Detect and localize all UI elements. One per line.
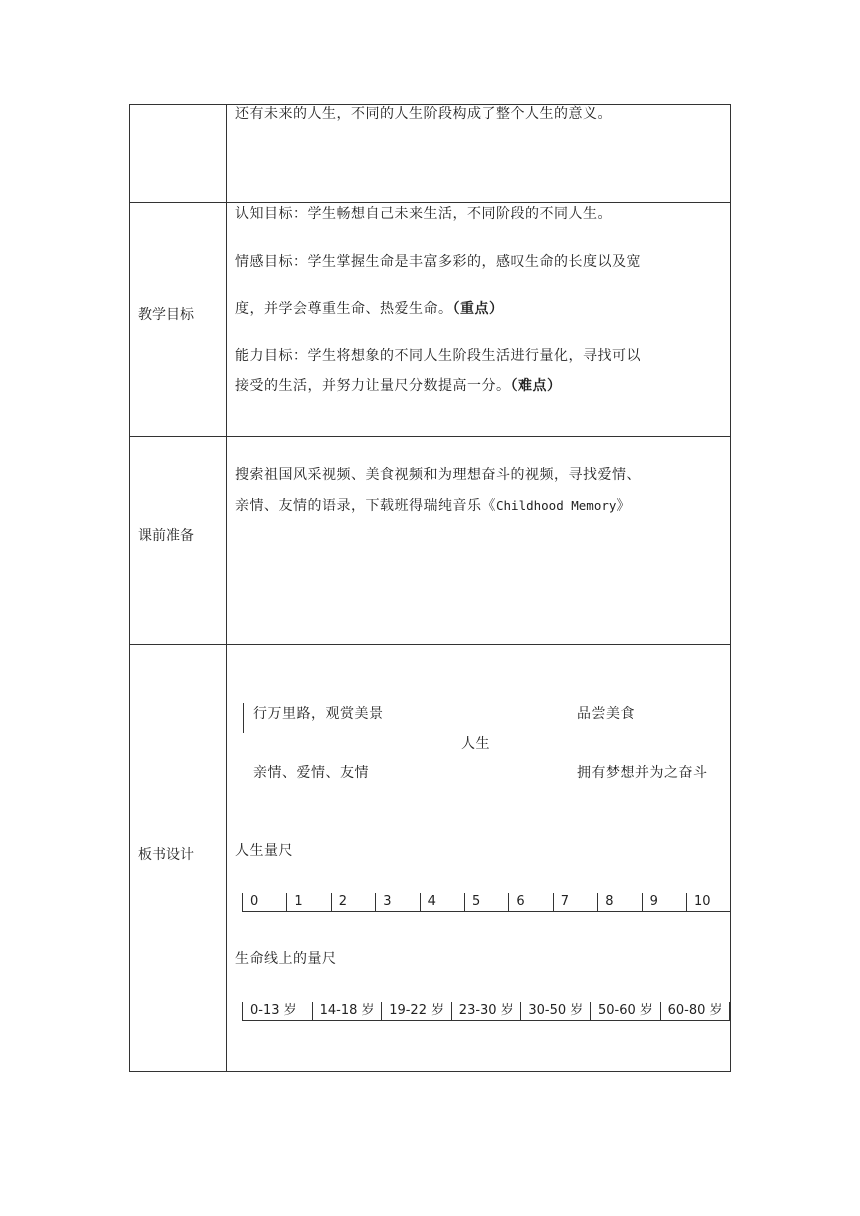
table-border-left [129,104,130,1072]
music-title: Childhood Memory [496,498,617,513]
life-scale-label: 7 [560,894,570,909]
lifeline-tick [729,1002,730,1020]
life-scale-label: 9 [649,894,658,909]
prep-line-2-text: 亲情、友情的语录，下载班得瑞纯音乐《 [235,498,496,514]
table-column-divider [226,104,227,1072]
goal-ability-cont-text: 接受的生活，并努力让量尺分数提高一分。 [235,378,511,394]
life-scale-label: 1 [294,894,303,909]
goal-emotional: 情感目标：学生掌握生命是丰富多彩的，感叹生命的长度以及宽 [235,254,641,270]
lifeline-label: 30-50 岁 [528,1003,584,1018]
mind-top-right: 品尝美食 [577,706,635,722]
mind-center: 人生 [461,736,490,752]
mind-top-left: 行万里路，观赏美景 [253,706,384,722]
life-scale-ruler [242,893,730,912]
lifeline-label: 23-30 岁 [458,1003,514,1018]
life-scale-tick [730,893,731,911]
mind-bottom-left: 亲情、爱情、友情 [253,765,369,781]
life-scale-label: 4 [427,894,436,909]
lifeline-label: 19-22 岁 [389,1003,445,1018]
life-scale-label: 3 [383,894,392,909]
life-scale-label: 6 [516,894,525,909]
row-divider-3 [129,644,731,645]
label-preparation: 课前准备 [138,528,194,544]
goal-ability-cont [235,376,562,396]
lifeline-ruler [242,1002,730,1021]
life-scale-label: 8 [605,894,614,909]
table-border-right [730,104,731,1072]
goal-emotional-cont-text: 度，并学会尊重生命、热爱生命。 [235,301,453,317]
difficult-point-mark: （难点） [510,378,562,394]
scale2-title: 生命线上的量尺 [235,951,337,967]
goal-emotional-cont [235,299,504,319]
row1-text: 还有未来的人生，不同的人生阶段构成了整个人生的意义。 [235,106,612,122]
row-divider-1 [129,202,731,203]
prep-line-2 [235,496,631,516]
row-divider-2 [129,436,731,437]
prep-line-1: 搜索祖国风采视频、美食视频和为理想奋斗的视频，寻找爱情、 [235,467,641,483]
lifeline-label: 0-13 岁 [250,1003,297,1018]
lifeline-label: 50-60 岁 [598,1003,653,1018]
label-teaching-goals: 教学目标 [138,307,194,323]
lifeline-label: 60-80 岁 [667,1003,723,1018]
table-border-bottom [129,1071,731,1072]
goal-ability: 能力目标：学生将想象的不同人生阶段生活进行量化，寻找可以 [235,348,641,364]
life-scale-label: 5 [472,894,481,909]
life-scale-label: 0 [250,894,259,909]
life-scale-label: 2 [338,894,348,909]
scale1-title: 人生量尺 [235,843,293,859]
prep-line-2-end: 》 [616,498,631,514]
label-board-design: 板书设计 [138,847,194,863]
mind-bottom-right: 拥有梦想并为之奋斗 [577,765,708,781]
goal-cognitive: 认知目标：学生畅想自己未来生活，不同阶段的不同人生。 [235,206,612,222]
life-scale-label: 10 [694,894,711,909]
lifeline-label: 14-18 岁 [319,1003,375,1018]
key-point-mark: （重点） [452,301,504,317]
mind-map-bracket [243,703,244,733]
